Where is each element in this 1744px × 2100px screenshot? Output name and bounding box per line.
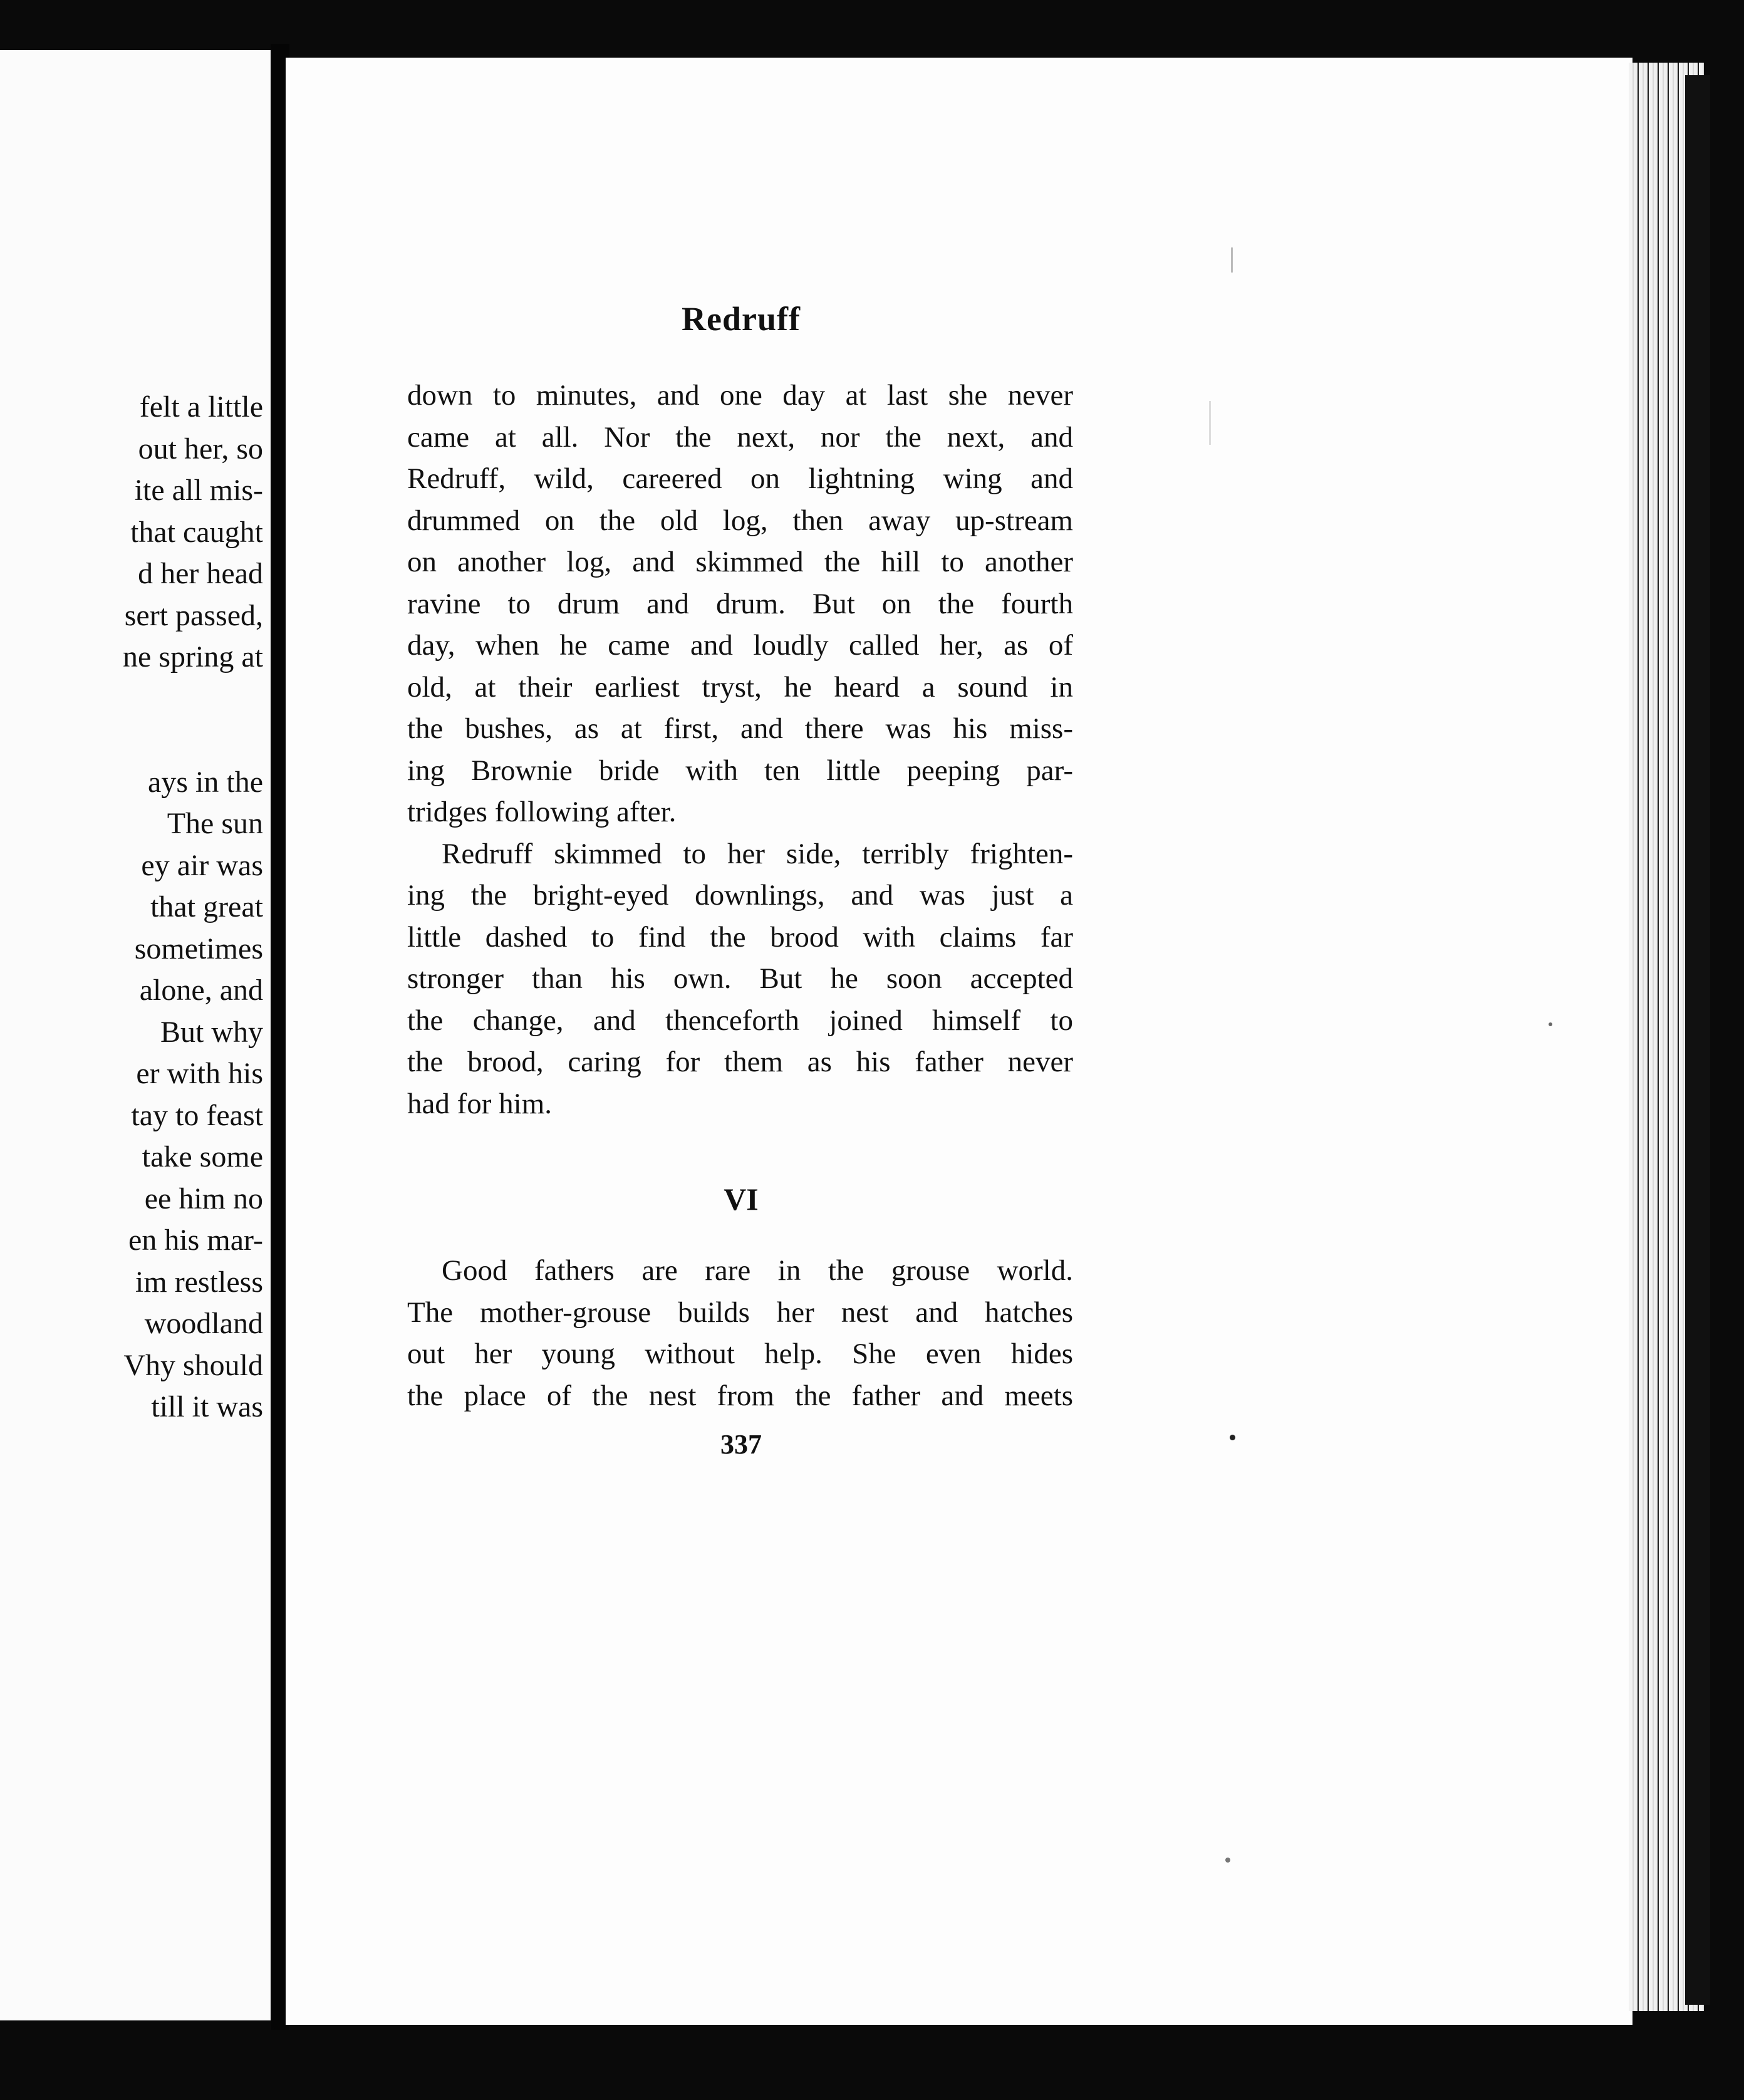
text-line: Redruff, wild, careered on lightning wing and: [407, 462, 1073, 495]
text-line: Good fathers are rare in the grouse world.: [442, 1254, 1073, 1287]
left-page-line: Vhy should: [123, 1348, 263, 1382]
left-page-line: im restless: [135, 1265, 263, 1299]
left-page-line: tay to feast: [131, 1098, 263, 1132]
left-page-line: en his mar-: [128, 1224, 263, 1257]
text-line: little dashed to find the brood with claims far: [407, 920, 1073, 954]
text-line: the change, and thenceforth joined himself to: [407, 1004, 1073, 1037]
text-line: ing the bright-eyed downlings, and was just a: [407, 879, 1073, 912]
running-head: Redruff: [682, 300, 801, 338]
margin-mark: [1231, 247, 1233, 273]
left-page-line: alone, and: [139, 974, 263, 1007]
text-line: ing Brownie bride with ten little peeping par-: [407, 754, 1073, 787]
left-page-line: take some: [142, 1140, 263, 1173]
text-line: stronger than his own. But he soon accepted: [407, 962, 1073, 995]
text-line: the place of the nest from the father and meets: [407, 1379, 1073, 1412]
text-line: the bushes, as at first, and there was his miss-: [407, 712, 1073, 745]
left-page-line: woodland: [144, 1307, 263, 1340]
text-line: tridges following after.: [407, 796, 677, 828]
text-line: drummed on the old log, then away up-stream: [407, 504, 1073, 537]
left-page-line: sert passed,: [124, 598, 263, 632]
section-heading: VI: [724, 1182, 759, 1217]
text-line: day, when he came and loudly called her, as of: [407, 629, 1073, 662]
left-page-line: But why: [160, 1015, 263, 1049]
margin-mark: [1209, 401, 1211, 445]
left-page-line: er with his: [136, 1057, 263, 1090]
ink-speck: [1549, 1022, 1552, 1026]
text-line: had for him.: [407, 1087, 553, 1120]
left-page-line: ee him no: [144, 1182, 263, 1215]
text-line: down to minutes, and one day at last she never: [407, 379, 1073, 412]
text-line: the brood, caring for them as his father never: [407, 1046, 1073, 1078]
left-page-line: ey air was: [141, 848, 263, 882]
left-page-line: out her, so: [138, 432, 263, 465]
left-page: [0, 50, 271, 2020]
text-line: old, at their earliest tryst, he heard a sound in: [407, 670, 1073, 704]
left-page-line: The sun: [167, 807, 263, 840]
text-line: out her young without help. She even hides: [407, 1338, 1073, 1370]
text-line: on another log, and skimmed the hill to another: [407, 546, 1073, 578]
ink-speck: [1230, 1435, 1235, 1440]
left-page-line: ays in the: [148, 765, 263, 799]
text-line: ravine to drum and drum. But on the fourth: [407, 587, 1073, 620]
left-page-line: that caught: [130, 515, 263, 549]
left-page-line: ne spring at: [123, 640, 263, 673]
page-number: 337: [720, 1429, 762, 1460]
text-line: The mother-grouse builds her nest and hatches: [407, 1296, 1073, 1329]
left-page-line: till it was: [151, 1390, 263, 1423]
left-page-line: sometimes: [134, 932, 263, 965]
text-line: Redruff skimmed to her side, terribly frighten-: [442, 837, 1073, 870]
left-page-line: d her head: [138, 557, 263, 590]
left-page-line: that great: [150, 890, 263, 923]
text-line: came at all. Nor the next, nor the next, and: [407, 420, 1073, 454]
left-page-line: ite all mis-: [134, 474, 263, 507]
ink-speck: [1225, 1858, 1230, 1863]
book-cover-edge: [1685, 75, 1710, 2005]
left-page-line: felt a little: [139, 390, 263, 424]
